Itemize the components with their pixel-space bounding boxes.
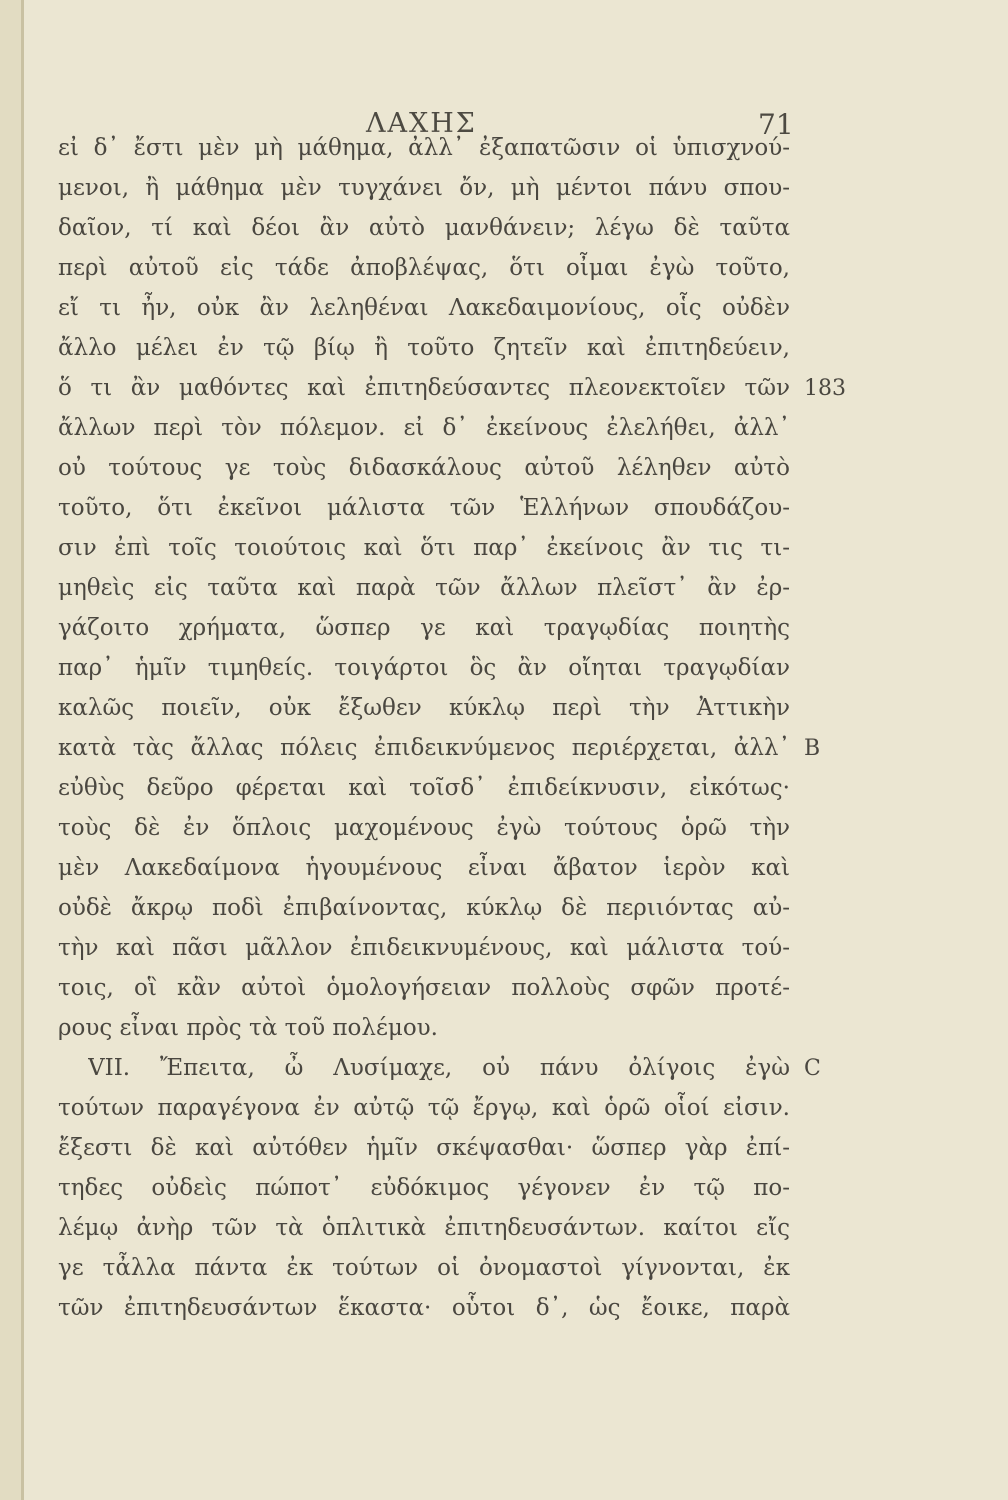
text-line: μενοι, ἢ μάθημα μὲν τυγχάνει ὄν, μὴ μέντοι πάνυ σπου-: [58, 175, 790, 201]
text-line: καλῶς ποιεῖν, οὐκ ἔξωθεν κύκλῳ περὶ τὴν Ἀττικὴν: [58, 695, 790, 721]
text-line: τοὺς δὲ ἐν ὅπλοις μαχομένους ἐγὼ τούτους ὁρῶ τὴν: [58, 815, 790, 841]
margin-section-letter: B: [804, 736, 821, 761]
text-line: οὐδὲ ἄκρῳ ποδὶ ἐπιβαίνοντας, κύκλῳ δὲ περιιόντας αὐ-: [58, 895, 790, 921]
text-line: τοις, οἳ κἂν αὐτοὶ ὁμολογήσειαν πολλοὺς σφῶν προτέ-: [58, 975, 790, 1001]
text-line: ρους εἶναι πρὸς τὰ τοῦ πολέμου.: [58, 1015, 438, 1041]
text-line: μὲν Λακεδαίμονα ἡγουμένους εἶναι ἄβατον ἱερὸν καὶ: [58, 855, 790, 881]
text-line: εὐθὺς δεῦρο φέρεται καὶ τοῖσδ᾽ ἐπιδείκνυσιν, εἰκότως·: [58, 775, 790, 801]
text-line: περὶ αὐτοῦ εἰς τάδε ἀποβλέψας, ὅτι οἶμαι ἐγὼ τοῦτο,: [58, 255, 790, 281]
text-line: οὐ τούτους γε τοὺς διδασκάλους αὐτοῦ λέληθεν αὐτὸ: [58, 455, 790, 481]
text-line: τὴν καὶ πᾶσι μᾶλλον ἐπιδεικνυμένους, καὶ μάλιστα τού-: [58, 935, 790, 961]
margin-section-letter: C: [804, 1056, 821, 1081]
text-line: τῶν ἐπιτηδευσάντων ἕκαστα· οὗτοι δ᾽, ὡς ἔοικε, παρὰ: [58, 1295, 790, 1321]
text-line: τούτων παραγέγονα ἐν αὐτῷ τῷ ἔργῳ, καὶ ὁρῶ οἷοί εἰσιν.: [58, 1095, 790, 1121]
text-line: ἄλλο μέλει ἐν τῷ βίῳ ἢ τοῦτο ζητεῖν καὶ ἐπιτηδεύειν,: [58, 335, 790, 361]
text-line: εἰ δ᾽ ἔστι μὲν μὴ μάθημα, ἀλλ᾽ ἐξαπατῶσιν οἱ ὑπισχνού-: [58, 135, 790, 161]
text-line: ὅ τι ἂν μαθόντες καὶ ἐπιτηδεύσαντες πλεονεκτοῖεν τῶν: [58, 375, 790, 401]
text-line: τηδες οὐδεὶς πώποτ᾽ εὐδόκιμος γέγονεν ἐν τῷ πο-: [58, 1175, 790, 1201]
margin-stephanus-number: 183: [804, 376, 846, 401]
text-line: ἔξεστι δὲ καὶ αὐτόθεν ἡμῖν σκέψασθαι· ὥσπερ γὰρ ἐπί-: [58, 1135, 790, 1161]
running-title: ΛΑΧΗΣ: [366, 108, 477, 139]
text-line: μηθεὶς εἰς ταῦτα καὶ παρὰ τῶν ἄλλων πλεῖστ᾽ ἂν ἐρ-: [58, 575, 790, 601]
section-start-line: VII. Ἔπειτα, ὦ Λυσίμαχε, οὐ πάνυ ὀλίγοις ἐγὼ: [88, 1055, 790, 1081]
text-line: γε τἆλλα πάντα ἐκ τούτων οἱ ὀνομαστοὶ γίγνονται, ἐκ: [58, 1255, 790, 1281]
text-line: παρ᾽ ἡμῖν τιμηθείς. τοιγάρτοι ὃς ἂν οἴηται τραγῳδίαν: [58, 655, 790, 681]
text-line: κατὰ τὰς ἄλλας πόλεις ἐπιδεικνύμενος περιέρχεται, ἀλλ᾽: [58, 735, 790, 761]
text-line: ἄλλων περὶ τὸν πόλεμον. εἰ δ᾽ ἐκείνους ἐλελήθει, ἀλλ᾽: [58, 415, 790, 441]
page-number: 71: [758, 108, 794, 141]
text-line: σιν ἐπὶ τοῖς τοιούτοις καὶ ὅτι παρ᾽ ἐκείνοις ἂν τις τι-: [58, 535, 790, 561]
text-line: εἴ τι ἦν, οὐκ ἂν λεληθέναι Λακεδαιμονίους, οἷς οὐδὲν: [58, 295, 790, 321]
text-line: γάζοιτο χρήματα, ὥσπερ γε καὶ τραγῳδίας ποιητὴς: [58, 615, 790, 641]
gutter-shadow-line: [21, 0, 24, 1500]
text-line: λέμῳ ἀνὴρ τῶν τὰ ὁπλιτικὰ ἐπιτηδευσάντων. καίτοι εἴς: [58, 1215, 790, 1241]
text-line: τοῦτο, ὅτι ἐκεῖνοι μάλιστα τῶν Ἑλλήνων σπουδάζου-: [58, 495, 790, 521]
text-line: δαῖον, τί καὶ δέοι ἂν αὐτὸ μανθάνειν; λέγω δὲ ταῦτα: [58, 215, 790, 241]
